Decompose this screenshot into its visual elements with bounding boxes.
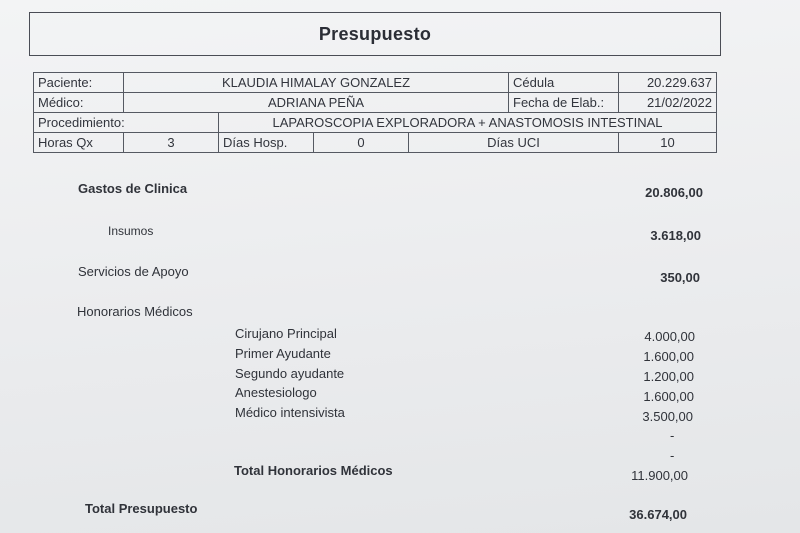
insumos-amount: 3.618,00 bbox=[650, 228, 701, 243]
gastos-clinica-amount: 20.806,00 bbox=[645, 185, 703, 200]
honorario-item-amount: 1.600,00 bbox=[643, 389, 694, 404]
table-row bbox=[34, 93, 717, 113]
patient-info-table bbox=[33, 72, 717, 153]
honorario-item-amount: 1.200,00 bbox=[643, 369, 694, 384]
honorario-item-label: Segundo ayudante bbox=[235, 366, 345, 381]
table-row bbox=[34, 73, 717, 93]
medico-value: ADRIANA PEÑA bbox=[124, 93, 509, 113]
honorario-item-amount: 4.000,00 bbox=[644, 329, 695, 344]
honorario-item-label: Médico intensivista bbox=[235, 405, 345, 420]
insumos-label: Insumos bbox=[108, 224, 154, 238]
paciente-value: KLAUDIA HIMALAY GONZALEZ bbox=[124, 73, 509, 93]
dias-hosp-value: 0 bbox=[314, 133, 409, 153]
dias-uci-value: 10 bbox=[619, 133, 717, 153]
total-honorarios-amount: 11.900,00 bbox=[631, 468, 688, 483]
total-presupuesto-label: Total Presupuesto bbox=[85, 501, 198, 516]
gastos-clinica-label: Gastos de Clinica bbox=[78, 181, 188, 196]
honorario-item-amount: 1.600,00 bbox=[643, 349, 694, 364]
dash-placeholder: - bbox=[670, 428, 675, 443]
title-box bbox=[29, 12, 721, 56]
dash-placeholder: - bbox=[670, 448, 675, 463]
medico-label: Médico: bbox=[34, 93, 124, 113]
paciente-label: Paciente: bbox=[34, 73, 124, 93]
servicios-apoyo-amount: 350,00 bbox=[660, 270, 700, 285]
honorarios-label: Honorarios Médicos bbox=[77, 304, 193, 319]
document-title: Presupuesto bbox=[318, 23, 432, 44]
honorario-item-label: Primer Ayudante bbox=[235, 346, 331, 361]
cedula-label: Cédula bbox=[509, 73, 619, 93]
horas-value: 3 bbox=[124, 133, 219, 153]
total-presupuesto-amount: 36.674,00 bbox=[629, 507, 687, 522]
honorario-item-label: Cirujano Principal bbox=[235, 326, 337, 341]
dias-uci-label: Días UCI bbox=[409, 133, 619, 153]
fecha-label: Fecha de Elab.: bbox=[509, 93, 619, 113]
dias-hosp-label: Días Hosp. bbox=[219, 133, 314, 153]
horas-label: Horas Qx bbox=[34, 133, 124, 153]
cedula-value: 20.229.637 bbox=[619, 73, 717, 93]
total-honorarios-label: Total Honorarios Médicos bbox=[234, 463, 393, 478]
table-row bbox=[34, 133, 717, 153]
honorario-item-amount: 3.500,00 bbox=[642, 409, 693, 424]
servicios-apoyo-label: Servicios de Apoyo bbox=[78, 264, 189, 279]
procedimiento-label: Procedimiento: bbox=[34, 113, 219, 133]
honorario-item-label: Anestesiologo bbox=[235, 385, 317, 400]
table-row bbox=[34, 113, 717, 133]
procedimiento-value: LAPAROSCOPIA EXPLORADORA + ANASTOMOSIS INTESTINAL bbox=[219, 113, 717, 133]
fecha-value: 21/02/2022 bbox=[619, 93, 717, 113]
